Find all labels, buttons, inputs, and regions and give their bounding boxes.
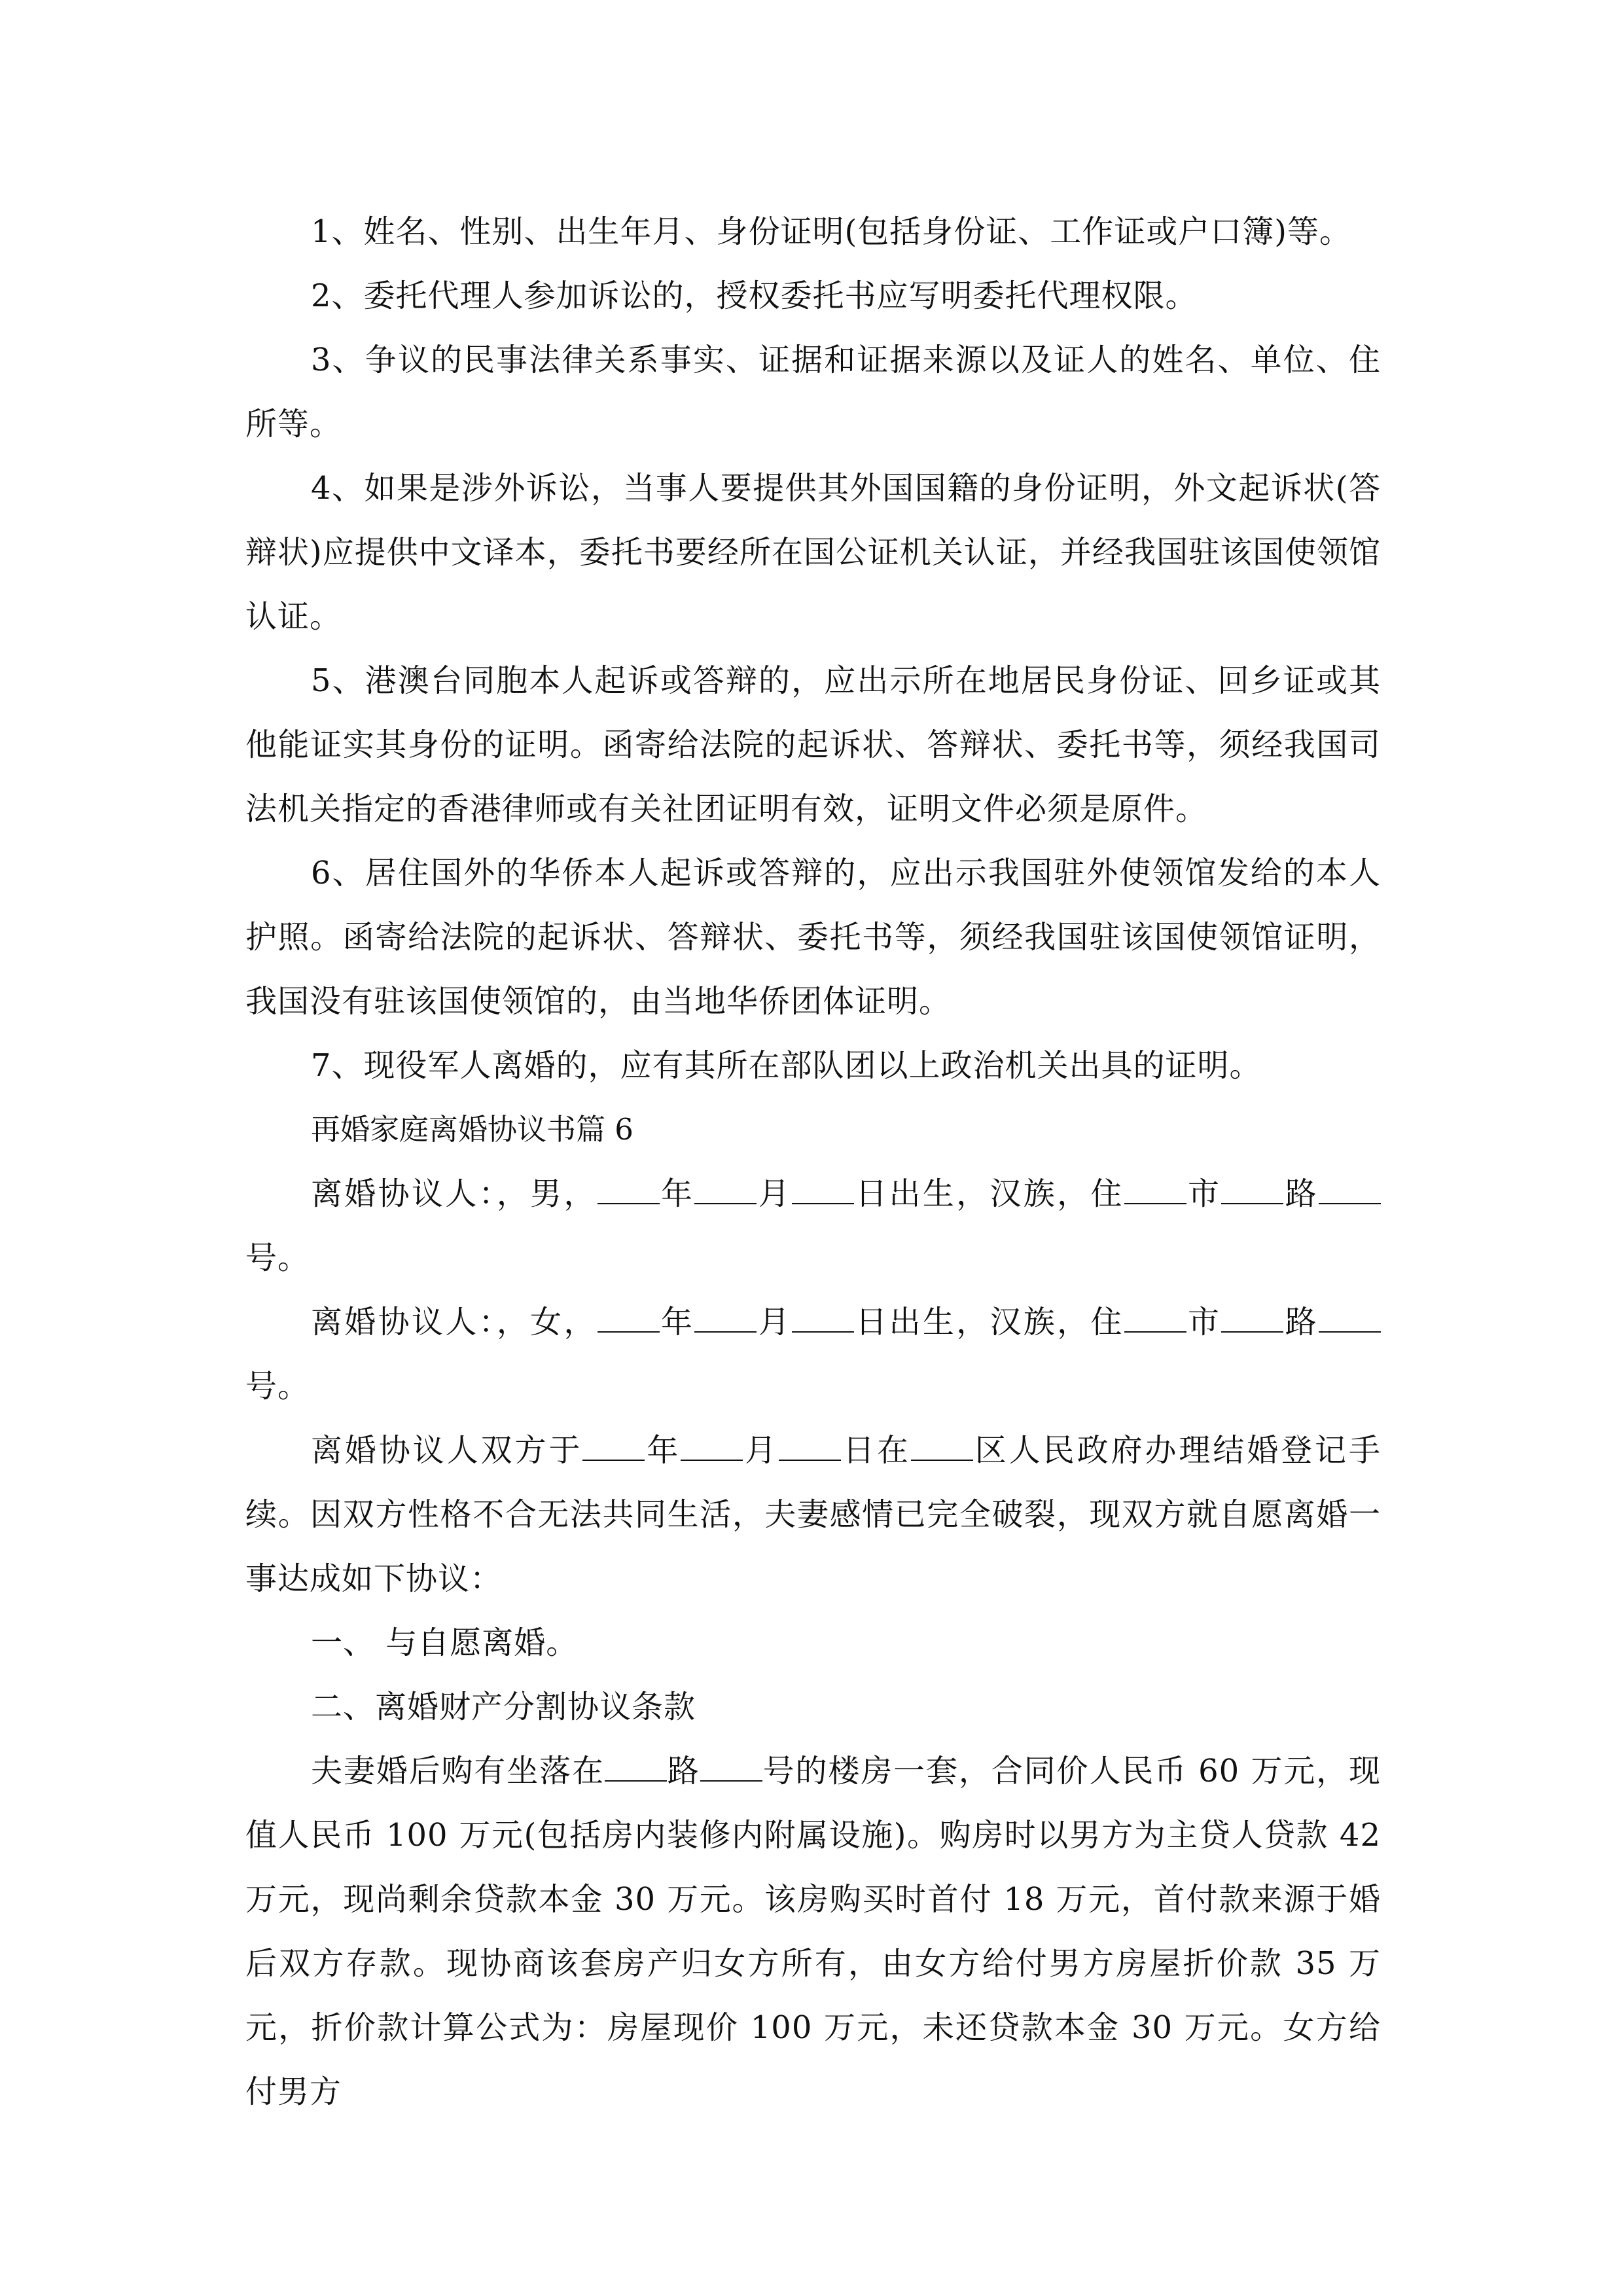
text-segment: 月 bbox=[743, 1432, 779, 1469]
fill-blank bbox=[792, 1177, 854, 1204]
list-item: 4、如果是涉外诉讼，当事人要提供其外国国籍的身份证明，外文起诉状(答辩状)应提供中文译本，委托书要经所在国公证机关认证，并经我国驻该国使领馆认证。 bbox=[245, 470, 1381, 635]
fill-blank bbox=[694, 1177, 757, 1204]
text-segment: 月 bbox=[757, 1175, 792, 1212]
list-item: 7、现役军人离婚的，应有其所在部队团以上政治机关出具的证明。 bbox=[311, 1047, 1262, 1084]
text-segment: 市 bbox=[1186, 1175, 1222, 1212]
clause-2: 二、离婚财产分割协议条款 bbox=[311, 1689, 696, 1725]
text-segment: 号。 bbox=[245, 1368, 310, 1405]
list-item: 5、港澳台同胞本人起诉或答辩的，应出示所在地居民身份证、回乡证或其他能证实其身份的证明。函寄给法院的起诉状、答辩状、委托书等，须经我国司法机关指定的香港律师或有关社团证明有效，证明文件必须是原件。 bbox=[245, 662, 1381, 827]
fill-blank bbox=[694, 1305, 757, 1333]
fill-blank bbox=[597, 1305, 660, 1333]
fill-blank bbox=[681, 1433, 743, 1461]
list-item: 6、居住国外的华侨本人起诉或答辩的，应出示我国驻外使领馆发给的本人护照。函寄给法院的起诉状、答辩状、委托书等，须经我国驻该国使领馆证明，我国没有驻该国使领馆的，由当地华侨团体证明。 bbox=[245, 855, 1381, 1020]
clause-1: 一、 与自愿离婚。 bbox=[311, 1624, 579, 1661]
fill-blank bbox=[1221, 1177, 1283, 1204]
fill-blank bbox=[605, 1754, 667, 1782]
text-segment: 区人民政府办理结婚登记手续。因双方性格不合无法共同生活，夫妻感情已完全破裂，现双方就自愿离婚一事达成如下协议： bbox=[245, 1432, 1381, 1597]
text-segment: 市 bbox=[1186, 1304, 1222, 1340]
fill-blank bbox=[779, 1433, 841, 1461]
document-page bbox=[245, 200, 1381, 2124]
fill-blank bbox=[1319, 1177, 1381, 1204]
fill-blank bbox=[1319, 1305, 1381, 1333]
text-segment: 离婚协议人：，男， bbox=[311, 1175, 597, 1212]
fill-blank bbox=[700, 1754, 762, 1782]
fill-blank bbox=[1221, 1305, 1283, 1333]
marriage-paragraph bbox=[245, 1418, 1381, 1611]
text-segment: 月 bbox=[757, 1304, 792, 1340]
text-segment: 路 bbox=[1283, 1304, 1319, 1340]
text-segment: 年 bbox=[645, 1432, 681, 1469]
fill-blank bbox=[597, 1177, 660, 1204]
fill-blank bbox=[1124, 1177, 1186, 1204]
property-paragraph bbox=[245, 1739, 1381, 2124]
text-segment: 路 bbox=[1283, 1175, 1319, 1212]
section-title: 再婚家庭离婚协议书篇 6 bbox=[311, 1112, 633, 1147]
party-male-line bbox=[245, 1162, 1381, 1290]
text-segment: 年 bbox=[659, 1304, 695, 1340]
fill-blank bbox=[1124, 1305, 1186, 1333]
list-item: 1、姓名、性别、出生年月、身份证明(包括身份证、工作证或户口簿)等。 bbox=[311, 213, 1351, 250]
list-item: 2、委托代理人参加诉讼的，授权委托书应写明委托代理权限。 bbox=[311, 278, 1198, 314]
text-segment: 号。 bbox=[245, 1240, 310, 1276]
text-segment: 离婚协议人双方于 bbox=[311, 1432, 583, 1469]
fill-blank bbox=[911, 1433, 973, 1461]
text-segment: 年 bbox=[659, 1175, 695, 1212]
fill-blank bbox=[582, 1433, 645, 1461]
text-segment: 离婚协议人：，女， bbox=[311, 1304, 597, 1340]
text-segment: 号的楼房一套，合同价人民币 60 万元，现值人民币 100 万元(包括房内装修内附属设施)。购房时以男方为主贷人贷款 42 万元，现尚剩余贷款本金 30 万元。该房购买时首付 18 万元，首付款来源于婚后双方存款。现协商该套房产归女方所有，由女方给付男方房屋折价款 35 万元，折价款计算公式为：房屋现价 100 万元，未还贷款本金 30 万元。女方给付男方 bbox=[245, 1753, 1381, 2110]
text-segment: 日出生，汉族，住 bbox=[853, 1304, 1124, 1340]
text-segment: 夫妻婚后购有坐落在 bbox=[311, 1753, 605, 1789]
text-segment: 路 bbox=[666, 1753, 700, 1789]
party-female-line bbox=[245, 1290, 1381, 1418]
list-item: 3、争议的民事法律关系事实、证据和证据来源以及证人的姓名、单位、住所等。 bbox=[245, 342, 1381, 442]
text-segment: 日在 bbox=[841, 1432, 911, 1469]
fill-blank bbox=[792, 1305, 854, 1333]
text-segment: 日出生，汉族，住 bbox=[853, 1175, 1124, 1212]
